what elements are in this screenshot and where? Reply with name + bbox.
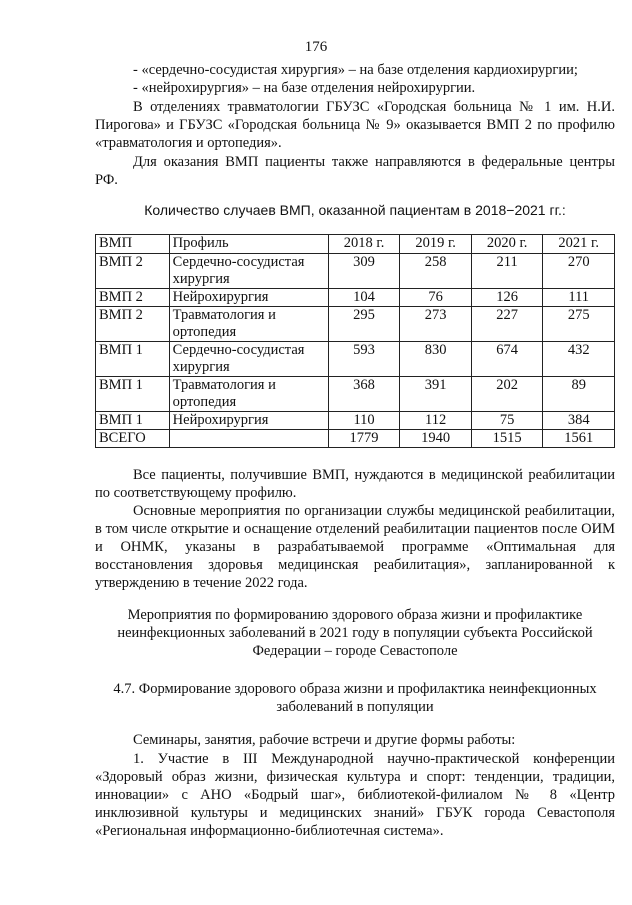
cell-2020: 211 xyxy=(471,254,543,289)
cell-vmp: ВМП 1 xyxy=(96,412,170,430)
cell-vmp: ВМП 2 xyxy=(96,289,170,307)
cell-2020: 75 xyxy=(471,412,543,430)
table-header-row xyxy=(96,235,615,254)
cell-2019: 391 xyxy=(400,377,472,412)
cell-2019: 273 xyxy=(400,307,472,342)
cell-vmp: ВМП 1 xyxy=(96,342,170,377)
cell-2019: 830 xyxy=(400,342,472,377)
cell-total-label: ВСЕГО xyxy=(96,430,170,448)
paragraph-federal-centers: Для оказания ВМП пациенты также направляются в федеральные центры РФ. xyxy=(95,154,615,188)
cell-2020: 227 xyxy=(471,307,543,342)
cell-total-2021: 1561 xyxy=(543,430,615,448)
table-row xyxy=(96,342,615,377)
list-item: 1. Участие в III Международной научно-практической конференции «Здоровый образ жизни, физическая культура и спорт: тенденции, традиции, инновации» с АНО «Бодрый шаг», библиотекой-филиалом № 8 «Центр инклюзивной культуры и медицинских знаний» ГБУК города Севастополя «Региональная информационно-библиотечная система». xyxy=(95,751,615,839)
paragraph-seminars: Семинары, занятия, рабочие встречи и другие формы работы: xyxy=(133,732,516,748)
header-vmp: ВМП xyxy=(96,235,170,254)
header-2018: 2018 г. xyxy=(328,235,400,254)
cell-2019: 112 xyxy=(400,412,472,430)
header-2019: 2019 г. xyxy=(400,235,472,254)
cell-profile: Травматология и ортопедия xyxy=(169,307,328,342)
intro-line-cardiac: - «сердечно-сосудистая хирургия» – на базе отделения кардиохирургии; xyxy=(133,62,578,78)
table-row xyxy=(96,377,615,412)
cell-2021: 432 xyxy=(543,342,615,377)
header-profile: Профиль xyxy=(169,235,328,254)
table-row xyxy=(96,307,615,342)
cell-2018: 368 xyxy=(328,377,400,412)
paragraph-rehabilitation-measures: Основные мероприятия по организации службы медицинской реабилитации, в том числе открытие и оснащение отделений реабилитации пациентов после ОИМ и ОНМК, указаны в разрабатываемой программе «Оптимальная для восстановления здоровья медицинская реабилитация», запланированной к утверждению в течение 2022 года. xyxy=(95,503,615,591)
cell-profile xyxy=(169,430,328,448)
cell-vmp: ВМП 2 xyxy=(96,254,170,289)
cell-profile: Нейрохирургия xyxy=(169,412,328,430)
cell-2019: 76 xyxy=(400,289,472,307)
paragraph-traumatology: В отделениях травматологии ГБУЗС «Городская больница № 1 им. Н.И. Пирогова» и ГБУЗС «Городская больница № 9» оказывается ВМП 2 по профилю «травматология и ортопедия». xyxy=(95,99,615,151)
cell-2020: 202 xyxy=(471,377,543,412)
cell-profile: Травматология и ортопедия xyxy=(169,377,328,412)
cell-2018: 593 xyxy=(328,342,400,377)
heading-healthy-lifestyle-events: Мероприятия по формированию здорового образа жизни и профилактике неинфекционных заболеваний в 2021 году в популяции субъекта Российской Федерации – городе Севастополе xyxy=(117,607,593,659)
cell-2018: 295 xyxy=(328,307,400,342)
table-row xyxy=(96,412,615,430)
cell-2020: 126 xyxy=(471,289,543,307)
intro-line-neuro: - «нейрохирургия» – на базе отделения нейрохирургии. xyxy=(133,80,476,96)
cell-2019: 258 xyxy=(400,254,472,289)
header-2020: 2020 г. xyxy=(471,235,543,254)
cell-2021: 275 xyxy=(543,307,615,342)
paragraph-rehabilitation-need: Все пациенты, получившие ВМП, нуждаются в медицинской реабилитации по соответствующему профилю. xyxy=(95,467,615,501)
table-row xyxy=(96,289,615,307)
cell-vmp: ВМП 1 xyxy=(96,377,170,412)
cell-vmp: ВМП 2 xyxy=(96,307,170,342)
cell-2018: 309 xyxy=(328,254,400,289)
cell-2020: 674 xyxy=(471,342,543,377)
cell-profile: Сердечно-сосудистая хирургия xyxy=(169,342,328,377)
cell-2021: 384 xyxy=(543,412,615,430)
cell-2021: 89 xyxy=(543,377,615,412)
cell-2018: 110 xyxy=(328,412,400,430)
cell-2018: 104 xyxy=(328,289,400,307)
cell-profile: Нейрохирургия xyxy=(169,289,328,307)
cell-total-2018: 1779 xyxy=(328,430,400,448)
table-row xyxy=(96,254,615,289)
table-caption: Количество случаев ВМП, оказанной пациентам в 2018−2021 гг.: xyxy=(144,202,566,218)
page-number: 176 xyxy=(304,39,328,55)
table-total-row xyxy=(96,430,615,448)
cell-2021: 111 xyxy=(543,289,615,307)
cell-2021: 270 xyxy=(543,254,615,289)
cell-total-2019: 1940 xyxy=(400,430,472,448)
vmp-cases-table xyxy=(95,234,615,448)
cell-total-2020: 1515 xyxy=(471,430,543,448)
header-2021: 2021 г. xyxy=(543,235,615,254)
cell-profile: Сердечно-сосудистая хирургия xyxy=(169,254,328,289)
section-heading-4-7: 4.7. Формирование здорового образа жизни и профилактика неинфекционных заболеваний в популяции xyxy=(113,681,597,715)
